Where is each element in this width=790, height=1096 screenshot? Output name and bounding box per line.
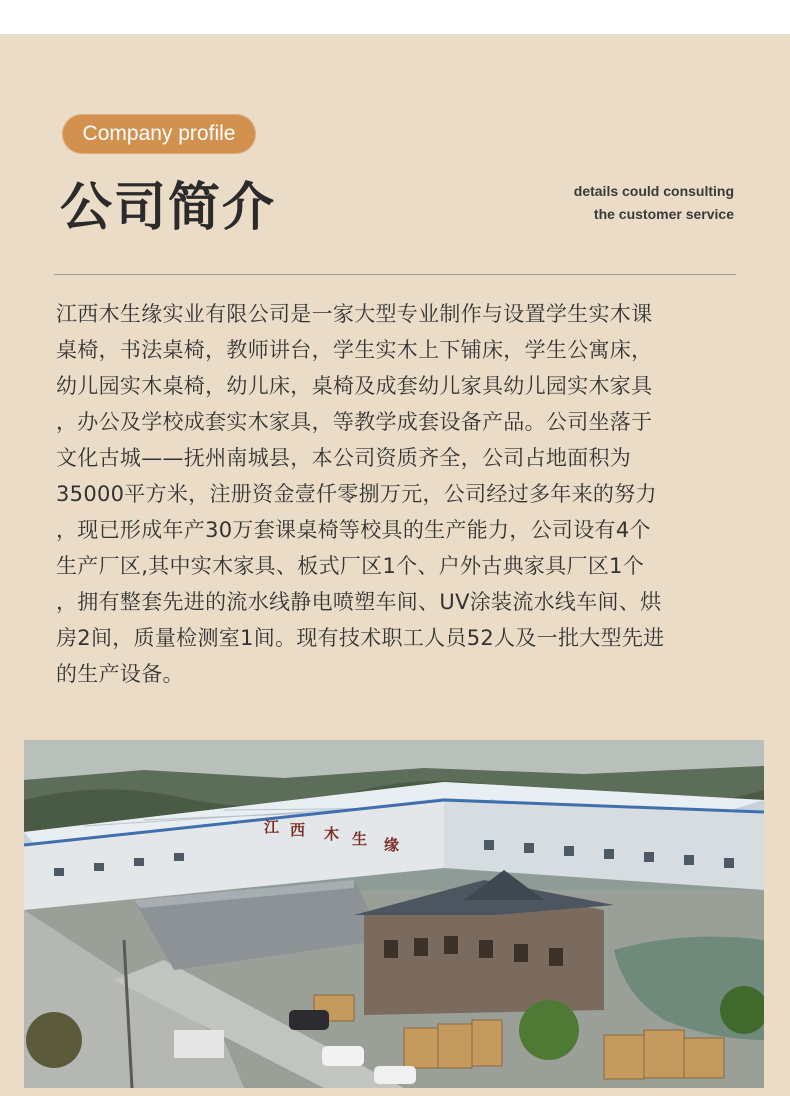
description-line: 的生产设备。	[56, 662, 184, 686]
roof-sign-char: 缘	[384, 836, 400, 854]
description-line: 幼儿园实木桌椅，幼儿床，桌椅及成套幼儿家具幼儿园实木家具	[56, 374, 653, 398]
description-line: 生产厂区,其中实木家具、板式厂区1个、户外古典家具厂区1个	[56, 554, 645, 578]
top-white-strip	[0, 0, 790, 34]
roof-sign-char: 木	[324, 825, 340, 843]
page-title: 公司简介	[60, 178, 277, 238]
roof-sign-char: 江	[264, 818, 280, 836]
tagline-line-1: details could consulting	[573, 183, 734, 199]
description-line: 35000平方米，注册资金壹仟零捌万元，公司经过多年来的努力	[56, 482, 657, 506]
description-line: ，现已形成年产30万套课桌椅等校具的生产能力，公司设有4个	[56, 518, 651, 542]
description-line: 房2间，质量检测室1间。现有技术职工人员52人及一批大型先进	[56, 626, 665, 650]
factory-aerial-photo	[24, 740, 764, 1088]
description-line: 桌椅，书法桌椅，教师讲台，学生实木上下铺床，学生公寓床，	[56, 338, 653, 362]
description-line: ，拥有整套先进的流水线静电喷塑车间、UV涂装流水线车间、烘	[56, 590, 662, 614]
company-profile-badge: Company profile	[62, 114, 256, 154]
section-divider	[54, 274, 736, 275]
roof-sign-char: 生	[352, 830, 368, 848]
company-description	[56, 296, 738, 692]
description-line: 江西木生缘实业有限公司是一家大型专业制作与设置学生实木课	[56, 302, 653, 326]
tagline-line-2: the customer service	[593, 206, 734, 222]
description-line: 文化古城——抚州南城县，本公司资质齐全，公司占地面积为	[56, 446, 632, 470]
tagline	[474, 180, 734, 226]
description-line: ，办公及学校成套实木家具，等教学成套设备产品。公司坐落于	[56, 410, 653, 434]
roof-sign-char: 西	[290, 821, 306, 839]
